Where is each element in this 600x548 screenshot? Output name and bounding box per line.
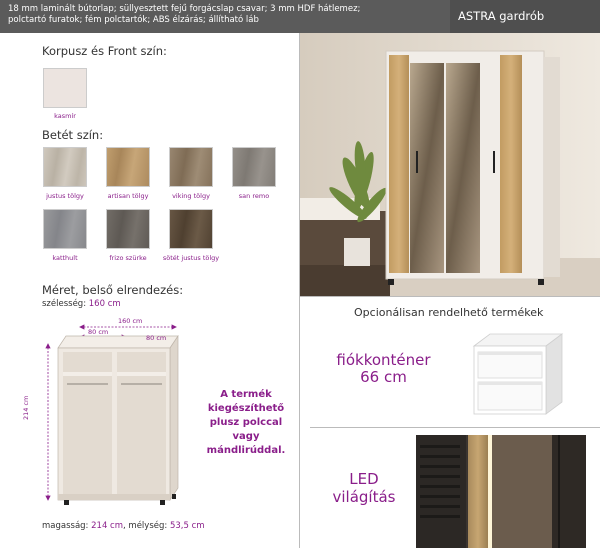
dim-right-label: 80 cm xyxy=(146,334,167,342)
led-lighting-label xyxy=(314,470,414,506)
swatch-label-sotet-justus-tolgy: sötét justus tölgy xyxy=(162,254,220,262)
swatch-label-artisan-tolgy: artisan tölgy xyxy=(107,192,149,200)
swatch-label-frizo-szurke: frizo szürke xyxy=(109,254,147,262)
optional-separator xyxy=(310,427,600,428)
note-line-5: mándlirúddal. xyxy=(206,445,286,456)
photo-separator xyxy=(300,296,600,297)
note-line-4: vagy xyxy=(232,431,260,442)
optional-products-title: Opcionálisan rendelhető termékek xyxy=(354,306,544,319)
led-lighting-image xyxy=(416,435,586,548)
swatch-justus-tolgy xyxy=(43,147,87,187)
width-line xyxy=(42,299,121,309)
height-value: 214 cm xyxy=(91,521,124,531)
width-value: 160 cm xyxy=(88,299,121,309)
spec-line-1: 18 mm laminált bútorlap; süllyesztett fejű forgácslap csavar; 3 mm HDF hátlemez; xyxy=(8,4,361,14)
dim-left-label: 80 cm xyxy=(88,328,109,336)
height-label: magasság: xyxy=(42,521,89,531)
insert-color-title: Betét szín: xyxy=(42,128,104,142)
wardrobe-room-photo xyxy=(300,33,600,296)
drawer-container-label xyxy=(326,352,441,386)
swatch-label-katthult: katthult xyxy=(52,254,78,262)
note-line-1: A termék xyxy=(220,389,272,400)
swatch-katthult xyxy=(43,209,87,249)
swatch-viking-tolgy xyxy=(169,147,213,187)
led-line-1: LED xyxy=(349,470,379,488)
dimensions-title: Méret, belső elrendezés: xyxy=(42,283,184,297)
swatch-frizo-szurke xyxy=(106,209,150,249)
drawer-line-2: 66 cm xyxy=(360,368,407,386)
swatch-label-san-remo: san remo xyxy=(238,192,270,200)
led-line-2: világítás xyxy=(332,488,396,506)
spec-header xyxy=(0,0,450,33)
product-title: ASTRA gardrób xyxy=(450,0,600,33)
swatch-label-viking-tolgy: viking tölgy xyxy=(172,192,210,200)
swatch-kasmir xyxy=(43,68,87,108)
wardrobe-diagram xyxy=(36,312,186,512)
swatch-sotet-justus-tolgy xyxy=(169,209,213,249)
height-depth-line: magasság: 214 cm, mélység: 53,5 cm xyxy=(42,521,205,531)
swatch-san-remo xyxy=(232,147,276,187)
swatch-label-justus-tolgy: justus tölgy xyxy=(46,192,84,200)
depth-value: 53,5 cm xyxy=(169,521,205,531)
drawer-line-1: fiókkonténer xyxy=(336,351,431,369)
dim-total-label: 160 cm xyxy=(118,317,143,325)
note-line-2: kiegészíthető xyxy=(207,403,285,414)
spec-line-2: polctartó furatok; fém polctartók; ABS élzárás; állítható láb xyxy=(8,15,259,25)
depth-label: mélység: xyxy=(128,521,168,531)
dim-height-label: 214 cm xyxy=(22,395,30,420)
note-line-3: plusz polccal xyxy=(209,417,283,428)
drawer-container-image xyxy=(462,330,572,416)
swatch-artisan-tolgy xyxy=(106,147,150,187)
accessory-note xyxy=(196,388,296,458)
body-color-title: Korpusz és Front szín: xyxy=(42,44,167,58)
swatch-label-kasmir: kasmír xyxy=(54,112,76,120)
width-label: szélesség: xyxy=(42,299,87,309)
